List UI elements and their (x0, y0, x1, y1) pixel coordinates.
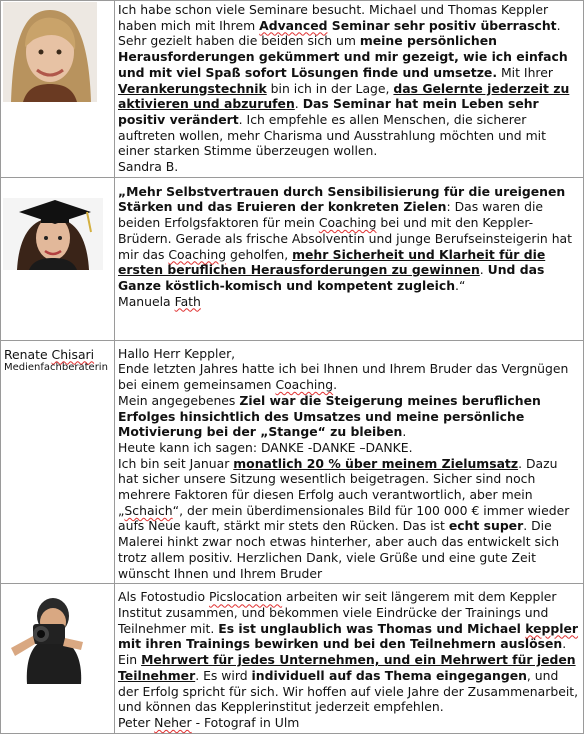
text-segment: mit ihren Trainings bewirken und bei den Teilnehmern auslösen (118, 636, 563, 652)
text-segment: Es ist unglaublich was Thomas und Michael (218, 620, 526, 636)
signature-suffix: - Fotograf in Ulm (191, 714, 300, 730)
text-segment: : Das waren die beiden Erfolgsfaktoren für mein (118, 199, 544, 231)
text-segment: Ich habe schon viele Seminare besucht. Michael und Thomas Keppler haben mich mit Ihrem (118, 2, 549, 33)
text-segment: Coaching (318, 215, 377, 231)
testimonial-text (115, 584, 584, 733)
testimonial-body (118, 2, 581, 159)
text-segment: Ziel war die Steigerung meines beruflichen Erfolges hinsichtlich des Umsatzes und meine persönliche Motivierung bei der „Stange“ zu bleiben (118, 392, 541, 440)
text-segment: echt super (448, 518, 524, 534)
text-segment: Hallo Herr Keppler, (118, 345, 236, 361)
testimonial-row (1, 340, 584, 584)
portrait-photo (3, 2, 97, 102)
signature (118, 294, 581, 310)
text-segment: Coaching (275, 377, 334, 393)
text-segment: arbeiten wir seit längerem mit dem Keppler Institut zusammen, und bekommen viele Eindrücke der Trainings und Teilnehmer mit. (118, 589, 557, 636)
text-segment: Als Fotostudio (118, 589, 210, 605)
photo-cell (1, 584, 115, 733)
photo-cell (1, 177, 115, 340)
text-segment: bin ich in der Lage, (266, 80, 394, 96)
photo-cell (1, 1, 115, 178)
text-segment: Mehrwert für jedes Unternehmen, und ein Mehrwert für jeden Teilnehmer (118, 652, 576, 683)
author-first-name: Renate (4, 346, 52, 362)
text-segment: Mein angegebenes (118, 392, 240, 408)
testimonial-text (115, 340, 584, 584)
text-segment: keppler (525, 620, 579, 636)
text-segment: . Sehr gezielt haben die beiden sich um (118, 17, 561, 49)
author-last-name: Chisari (51, 346, 95, 362)
text-segment: Ich bin seit Januar (118, 455, 234, 471)
text-segment: . Es wird (195, 667, 252, 683)
text-segment: Verankerungstechnik (118, 80, 267, 96)
testimonial-text (115, 1, 584, 178)
text-segment: Heute kann ich sagen: DANKE -DANKE –DANKE. (118, 439, 413, 455)
text-segment: bei und mit den Keppler-Brüdern. Gerade als frische Absolventin und junge Berufseinsteigerin hat mir das (118, 215, 573, 262)
text-segment: Schaich (124, 502, 173, 518)
author-name (4, 348, 114, 362)
signature-last: Neher (154, 714, 192, 730)
text-segment: . (479, 262, 488, 278)
text-segment: Und das Ganze köstlich-komisch und kompetent zugleich (118, 262, 545, 293)
text-segment: Coaching (168, 246, 227, 262)
text-segment: . Ein (118, 636, 567, 668)
text-segment: Seminar sehr positiv überrascht (327, 17, 557, 33)
text-segment: Das Seminar hat mein Leben sehr positiv verändert (118, 96, 539, 127)
portrait-photo (3, 592, 97, 684)
text-segment: “, der mein überdimensionales Bild für 100 000 € immer wieder aufs Neue kauft, stärkt mir stets den Rücken. Das ist (118, 502, 570, 534)
text-segment: . Dazu hat sicher unsere Sitzung wesentlich beigetragen. Sicher sind noch mehrere Faktoren für diesen Erfolg auch verantwortlich, aber mein „ (118, 455, 558, 518)
signature-first: Manuela (118, 293, 175, 309)
testimonial-text (115, 177, 584, 340)
text-segment: individuell auf das Thema eingegangen (251, 667, 527, 683)
text-segment: monatlich 20 % über meinem Zielumsatz (233, 455, 519, 471)
text-segment: . Die Malerei hinkt zwar noch etwas hinterher, aber auch das entwickelt sich trotz allem positiv. Herzlichen Dank, viele Grüße und eine gute Zeit wünscht Ihnen und Ihrem Bruder (118, 518, 560, 581)
text-segment: Mit Ihrer (497, 64, 553, 80)
text-segment: . Ich empfehle es allen Menschen, die sicherer auftreten wollen, mehr Charisma und Ausstrahlung möchten und mit einer starken Stimme überzeugen wollen. (118, 111, 546, 159)
testimonial-body (118, 184, 581, 294)
signature: Sandra B. (118, 159, 179, 175)
text-segment: Ende letzten Jahres hatte ich bei Ihnen und Ihrem Bruder das Vergnügen bei einem gemeinsamen (118, 361, 569, 393)
signature-first: Peter (118, 714, 155, 730)
testimonial-body (118, 589, 581, 715)
text-segment: geholfen, (226, 246, 293, 262)
text-segment: das Gelernte jederzeit zu aktivieren und abzurufen (118, 80, 570, 112)
text-segment: meine persönlichen Herausforderungen gekümmert und mir gezeigt, wie ich einfach und mit viel Spaß sofort Lösungen finde und umsetze. (118, 33, 568, 80)
signature-last: Fath (174, 293, 201, 309)
signature (118, 715, 581, 731)
text-segment: .“ (455, 277, 466, 293)
text-segment: Picslocation (209, 589, 283, 605)
text-segment: . (402, 424, 407, 440)
portrait-photo (3, 198, 103, 270)
testimonial-body (118, 346, 581, 582)
testimonial-row (1, 584, 584, 733)
testimonial-row (1, 177, 584, 340)
text-segment: , und der Erfolg spricht für sich. Wir hoffen auf viele Jahre der Zusammenarbeit, und können das Kepplerinstitut jederzeit empfehlen. (118, 667, 579, 715)
text-segment: „Mehr Selbstvertrauen durch Sensibilisierung für die ureigenen Stärken und das Eruieren der konkreten Zielen (118, 183, 566, 215)
author-role: Medienfachberaterin (4, 361, 108, 373)
text-segment: Advanced (259, 17, 328, 33)
text-segment: mehr Sicherheit und Klarheit für die ersten beruflichen Herausforderungen zu gewinnen (118, 246, 546, 278)
testimonial-row (1, 1, 584, 178)
author-cell (1, 340, 115, 584)
text-segment: . (294, 96, 303, 112)
text-segment: . (333, 377, 338, 393)
